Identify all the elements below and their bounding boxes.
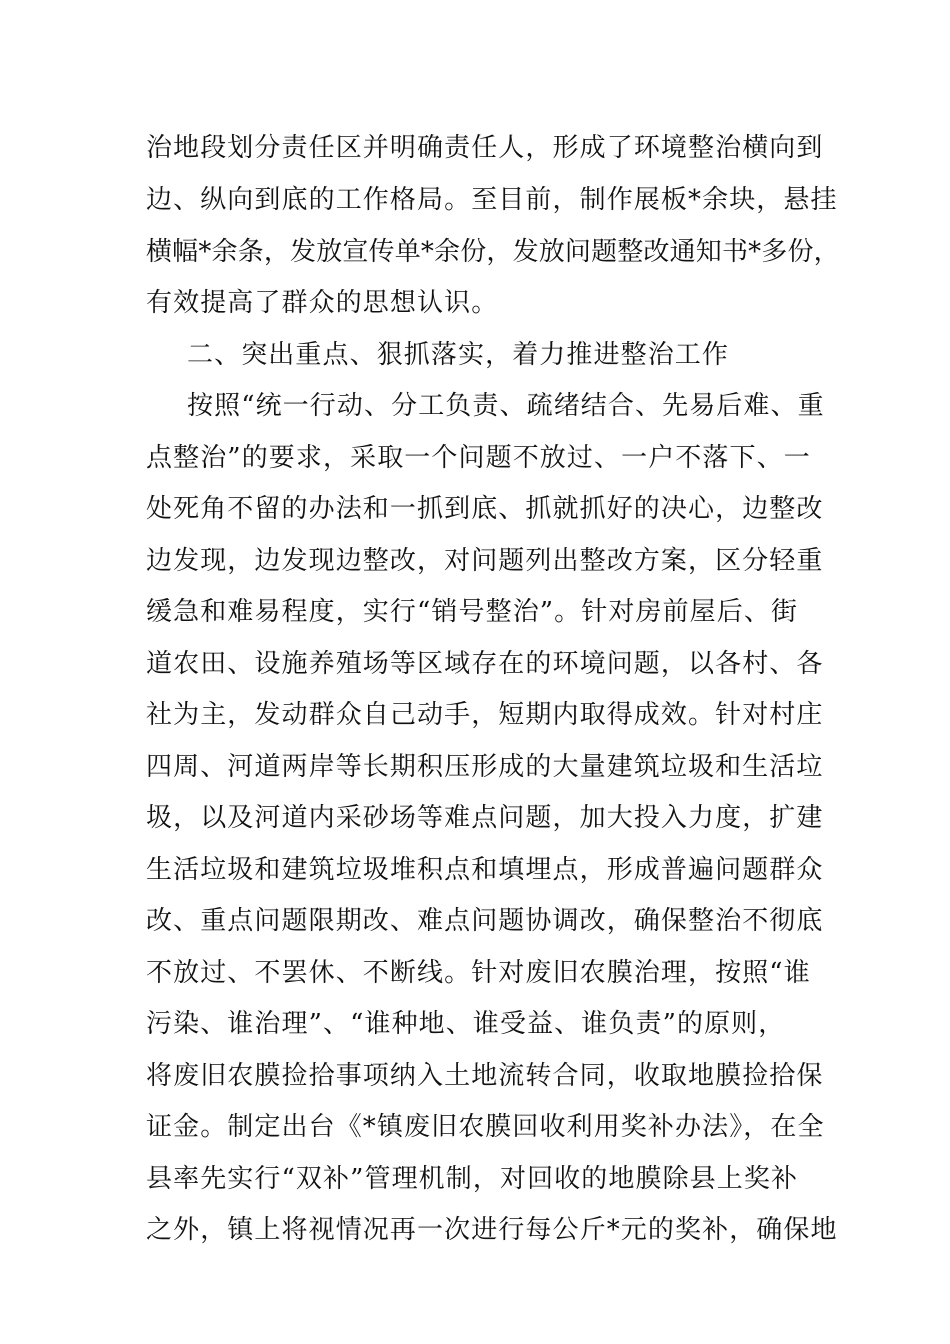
text-line: 边发现，边发现边整改，对问题列出整改方案，区分轻重 [146, 546, 824, 576]
text-line: 按照“统一行动、分工负责、疏绪结合、先易后难、重 [187, 391, 825, 421]
text-line: 四周、河道两岸等长期积压形成的大量建筑垃圾和生活垃 [146, 752, 824, 782]
text-line: 生活垃圾和建筑垃圾堆积点和填埋点，形成普遍问题群众 [146, 855, 824, 885]
text-line: 治地段划分责任区并明确责任人，形成了环境整治横向到 [146, 133, 824, 163]
text-line: 点整治”的要求，采取一个问题不放过、一户不落下、一 [146, 443, 811, 473]
text-line: 之外，镇上将视情况再一次进行每公斤*元的奖补，确保地 [146, 1215, 838, 1245]
text-line: 道农田、设施养殖场等区域存在的环境问题，以各村、各 [146, 649, 824, 679]
text-line: 改、重点问题限期改、难点问题协调改，确保整治不彻底 [146, 906, 824, 936]
text-line: 社为主，发动群众自己动手，短期内取得成效。针对村庄 [146, 700, 824, 730]
text-line: 污染、谁治理”、“谁种地、谁受益、谁负责”的原则， [146, 1009, 786, 1039]
text-line: 将废旧农膜捡拾事项纳入土地流转合同，收取地膜捡拾保 [146, 1061, 824, 1091]
text-line: 县率先实行“双补”管理机制，对回收的地膜除县上奖补 [146, 1164, 799, 1194]
text-line: 缓急和难易程度，实行“销号整治”。针对房前屋后、街 [146, 597, 799, 627]
section-heading: 二、突出重点、狠抓落实，着力推进整治工作 [187, 340, 730, 370]
text-line: 圾，以及河道内采砂场等难点问题，加大投入力度，扩建 [146, 803, 824, 833]
text-line: 横幅*余条，发放宣传单*余份，发放问题整改通知书*多份， [146, 237, 840, 267]
text-line: 不放过、不罢休、不断线。针对废旧农膜治理，按照“谁 [146, 958, 811, 988]
text-line: 处死角不留的办法和一抓到底、抓就抓好的决心，边整改 [146, 494, 824, 524]
text-line: 有效提高了群众的思想认识。 [146, 288, 499, 318]
text-line: 边、纵向到底的工作格局。至目前，制作展板*余块，悬挂 [146, 185, 838, 215]
text-line: 证金。制定出台《*镇废旧农膜回收利用奖补办法》，在全 [146, 1112, 825, 1142]
